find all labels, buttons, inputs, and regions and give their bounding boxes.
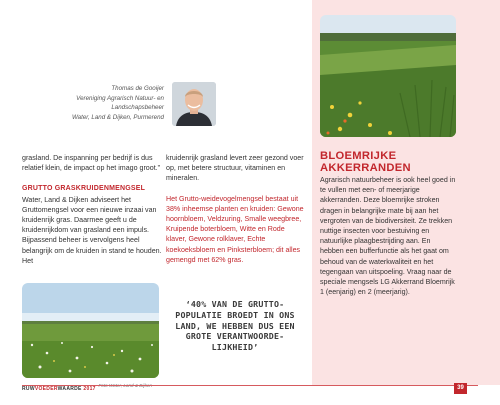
benefits-paragraph: kruidenrijk grasland levert zeer gezond voer op, met betere structuur, vitaminen en mineralen.: [166, 154, 304, 183]
author-attribution: [60, 84, 164, 122]
sidebar-text: Agrarisch natuurbeheer is ook heel goed in te vullen met een- of meerjarige akkerranden. Deze bloemrijke stroken dragen in belangrijke mate bij aan het vergroten van de biodiversiteit. Ze trekken nuttige insecten voor bestuiving en natuurlijke plaagbestrijding aan. En hebben een bufferfunctie als het gaat om behoud van de waterkwaliteit en het tegengaan van uitspoeling. Vraag naar de speciale mengsels LG Akkerrand Bloemrijk 1 (eenjarig) en 2 (meerjarig).: [320, 176, 456, 297]
sidebar-heading: BLOEMRIJKE AKKERRANDEN: [320, 150, 411, 174]
footer-brand: [22, 386, 96, 392]
column-left: [22, 153, 162, 266]
intro-paragraph: grasland. De inspanning per bedrijf is dus relatief klein, de impact op het imago groot.”: [22, 154, 161, 173]
field-margin-photo: [320, 15, 456, 137]
mixture-paragraph: Het Grutto-weidevogelmengsel bestaat uit 38% inheemse planten en kruiden: Gewone hoornbloem, Veldzuring, Smalle weegbree, Kruipende boterbloem, Witte en Rode klaver, Gewone rolklaver, Echte koekoeksbloem en Pinksterbloem; dit alles gemengd met 62% gras.: [166, 194, 304, 264]
brand-year: 2017: [83, 386, 96, 392]
page-number: 39: [454, 383, 467, 394]
author-place: Water, Land & Dijken, Purmerend: [71, 113, 164, 121]
pull-quote: ‘40% VAN DE GRUTTO-POPULATIE BROEDT IN ONS LAND, WE HEBBEN DUS EEN GROTE VERANTWOORDE-LIJKHEID’: [175, 299, 295, 353]
meadow-photo: [22, 283, 159, 378]
author-name: Thomas de Gooijer: [111, 85, 164, 92]
brand-part-1: RUW: [22, 386, 35, 392]
column-middle: [166, 153, 304, 265]
author-portrait: [172, 82, 216, 126]
brand-part-2: VOEDER: [34, 386, 58, 392]
grutto-paragraph: Water, Land & Dijken adviseert het Gruttomengsel voor een nieuwe inzaai van kruidenrijk gras. Daarmee geeft u de kruidenrijkdom van grasland een impuls. Bijpassend beheer is vervolgens heel belangrijk om de kruiden in stand te houden. Het: [22, 195, 162, 265]
author-organization: Vereniging Agrarisch Natuur- en Landschapsbeheer: [76, 94, 164, 112]
brand-part-3: WAARDE: [57, 386, 82, 392]
section-subheading: GRUTTO GRASKRUIDENMENGSEL: [22, 185, 146, 193]
